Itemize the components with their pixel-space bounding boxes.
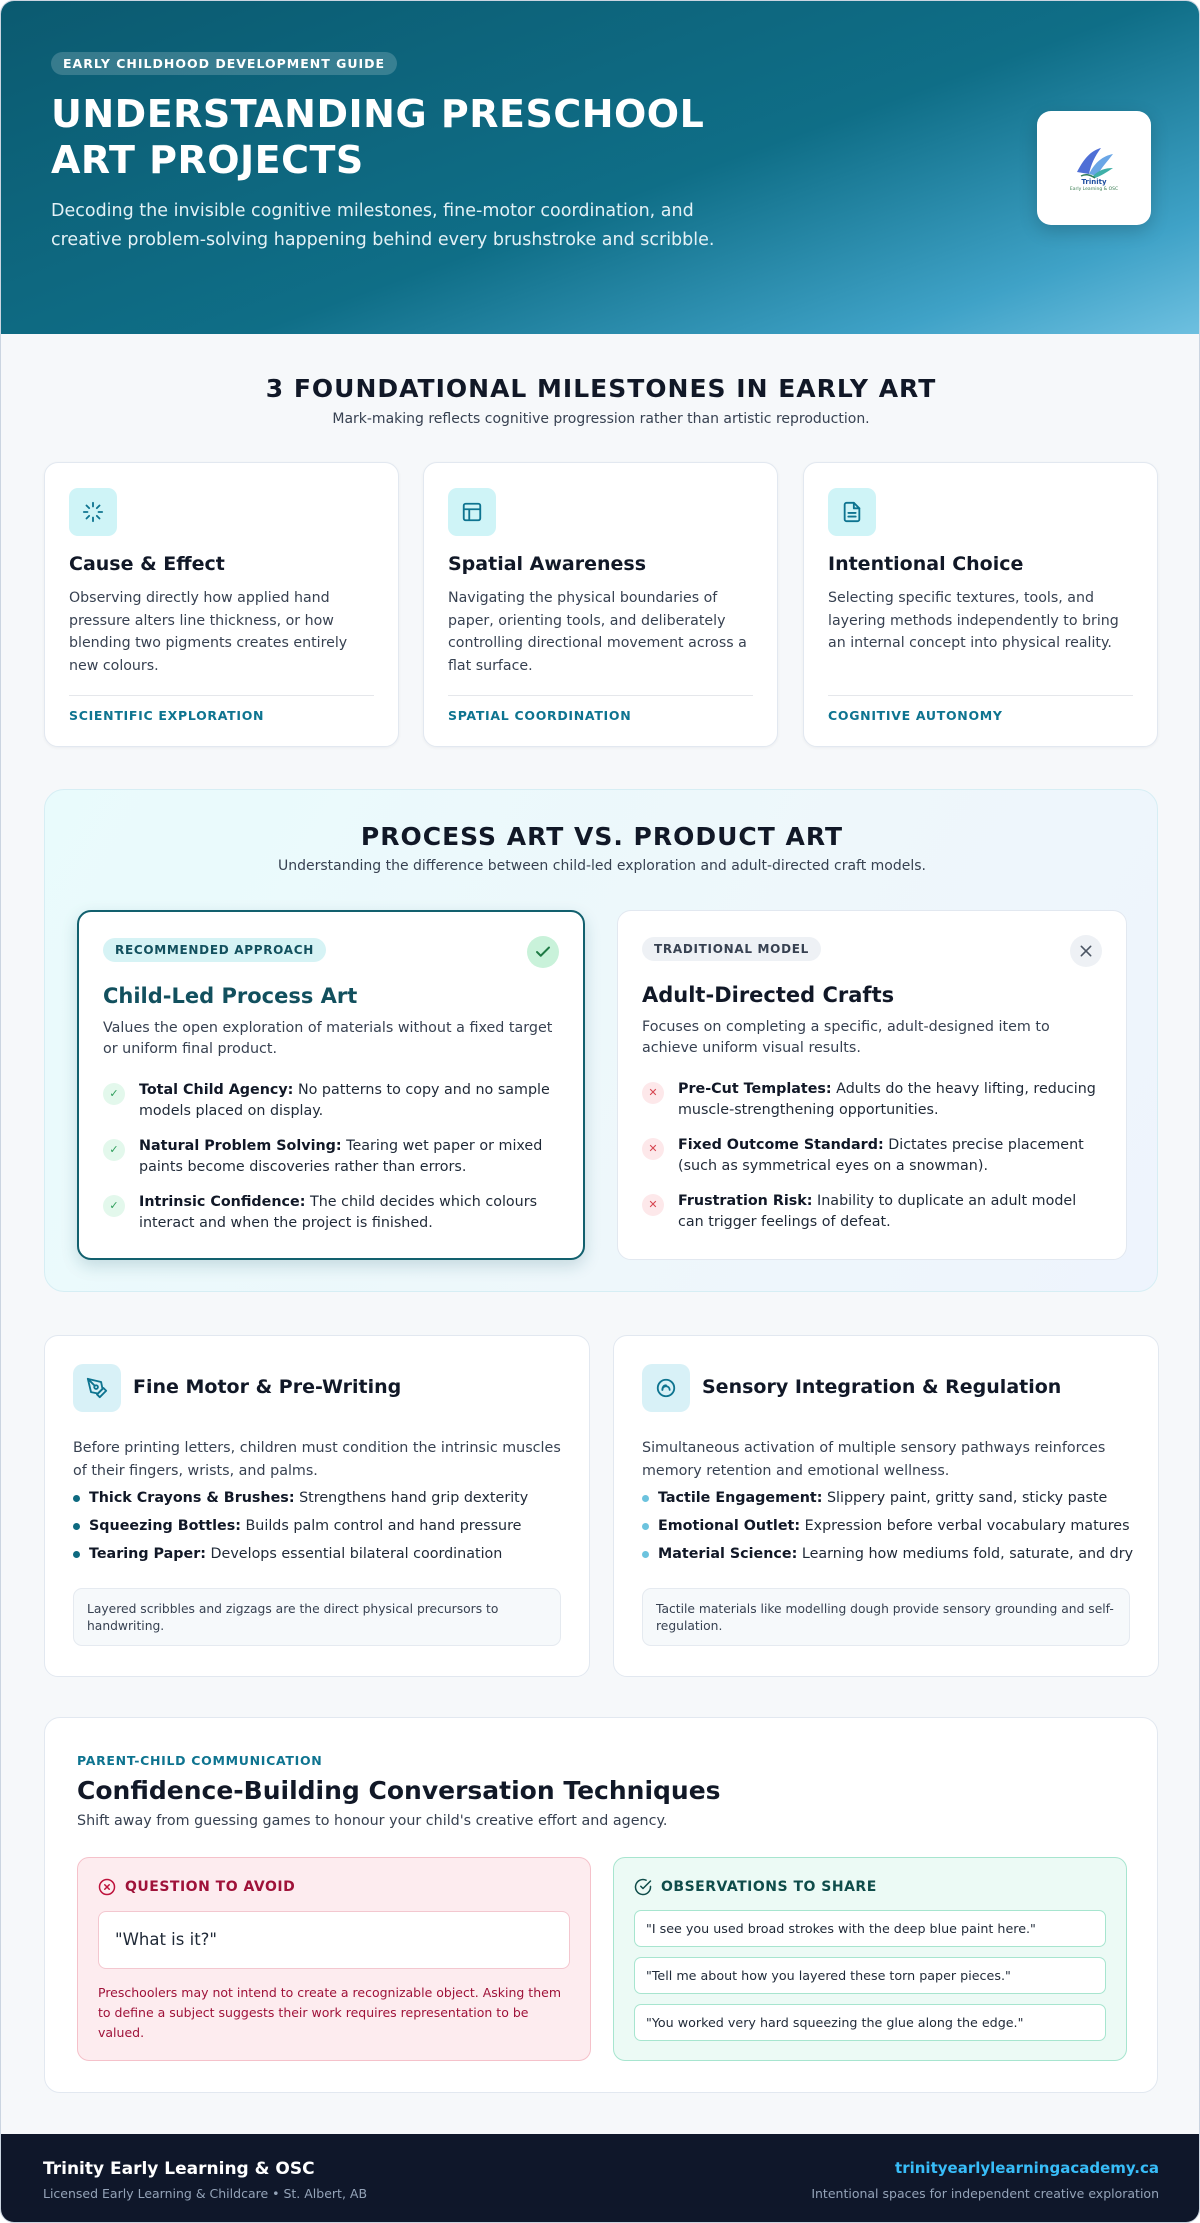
layout-grid-icon	[448, 488, 496, 536]
check-circle-icon	[634, 1878, 652, 1896]
avoid-heading: QUESTION TO AVOID	[98, 1878, 295, 1896]
list-item: ✕ Pre-Cut Templates: Adults do the heavy lifting, reducing muscle-strengthening opportunities.	[642, 1079, 1104, 1120]
process-vs-product-section	[44, 789, 1158, 1292]
list-item: ✓ Total Child Agency: No patterns to copy and no sample models placed on display.	[103, 1080, 565, 1121]
list-item: Tactile Engagement: Slippery paint, gritty sand, sticky paste	[642, 1488, 1142, 1508]
document-icon	[828, 488, 876, 536]
list-item: ✓ Intrinsic Confidence: The child decides which colours interact and when the project is finished.	[103, 1192, 565, 1233]
footer-website-link[interactable]: trinityearlylearningacademy.ca	[895, 2159, 1159, 2177]
product-art-list	[642, 1079, 1104, 1247]
milestone-text: Observing directly how applied hand pressure alters line thickness, or how blending two pigments creates entirely new colours.	[69, 590, 348, 674]
process-vs-product-title: PROCESS ART VS. PRODUCT ART	[360, 822, 844, 851]
page-title	[51, 91, 751, 183]
check-icon: ✓	[103, 1195, 125, 1217]
process-art-title: Child-Led Process Art	[103, 984, 358, 1008]
bird-logo-icon	[1067, 144, 1121, 180]
milestone-text: Selecting specific textures, tools, and layering methods independently to bring an internal concept into physical reality.	[828, 590, 1119, 651]
milestone-tag: COGNITIVE AUTONOMY	[828, 708, 1003, 723]
observation-item: "I see you used broad strokes with the deep blue paint here."	[634, 1910, 1106, 1947]
guide-badge: EARLY CHILDHOOD DEVELOPMENT GUIDE	[51, 52, 397, 75]
hero-header	[1, 1, 1200, 334]
sensory-description: Simultaneous activation of multiple sensory pathways reinforces memory retention and emotional wellness.	[642, 1440, 1106, 1479]
process-art-list	[103, 1080, 565, 1248]
process-art-card	[77, 910, 585, 1260]
milestones-title: 3 FOUNDATIONAL MILESTONES IN EARLY ART	[265, 374, 937, 403]
sensory-list	[642, 1488, 1142, 1572]
conversation-section	[44, 1717, 1158, 2093]
x-circle-icon	[98, 1878, 116, 1896]
conversation-subtitle: Shift away from guessing games to honour your child's creative effort and agency.	[77, 1813, 668, 1829]
milestone-title: Spatial Awareness	[448, 553, 647, 575]
cross-icon: ✕	[642, 1138, 664, 1160]
pen-tool-icon	[73, 1364, 121, 1412]
sensory-circle-icon	[642, 1364, 690, 1412]
sensory-title: Sensory Integration & Regulation	[702, 1376, 1062, 1398]
page-title-line-2: ART PROJECTS	[51, 138, 364, 182]
divider	[69, 695, 374, 696]
page-footer	[1, 2134, 1200, 2223]
recommended-pill: RECOMMENDED APPROACH	[103, 938, 326, 962]
process-vs-product-subtitle: Understanding the difference between child-led exploration and adult-directed craft models.	[278, 858, 926, 874]
cross-icon: ✕	[642, 1194, 664, 1216]
observations-list	[634, 1910, 1106, 2051]
checkmark-icon	[527, 936, 559, 968]
cross-icon: ✕	[642, 1082, 664, 1104]
page-title-line-1: UNDERSTANDING PRESCHOOL	[51, 92, 705, 136]
footer-tagline: Intentional spaces for independent creative exploration	[811, 2186, 1159, 2201]
avoid-explanation: Preschoolers may not intend to create a recognizable object. Asking them to define a subject suggests their work requires representation to be valued.	[98, 1985, 562, 2040]
traditional-pill: TRADITIONAL MODEL	[642, 937, 821, 961]
check-icon: ✓	[103, 1139, 125, 1161]
milestone-card-intentional-choice	[803, 462, 1158, 747]
fine-motor-title: Fine Motor & Pre-Writing	[133, 1376, 402, 1398]
list-item: Material Science: Learning how mediums fold, saturate, and dry	[642, 1544, 1142, 1564]
footer-org-name: Trinity Early Learning & OSC	[43, 2159, 315, 2179]
check-icon: ✓	[103, 1083, 125, 1105]
question-to-avoid-box	[77, 1857, 591, 2061]
milestone-title: Intentional Choice	[828, 553, 1024, 575]
list-item: ✓ Natural Problem Solving: Tearing wet paper or mixed paints become discoveries rather than errors.	[103, 1136, 565, 1177]
milestone-text: Navigating the physical boundaries of paper, orienting tools, and deliberately controlling directional movement across a flat surface.	[448, 590, 747, 674]
avoid-quote: "What is it?"	[98, 1911, 570, 1969]
list-item: Squeezing Bottles: Builds palm control and hand pressure	[73, 1516, 573, 1536]
milestone-title: Cause & Effect	[69, 553, 225, 575]
fine-motor-note: Layered scribbles and zigzags are the direct physical precursors to handwriting.	[73, 1588, 561, 1646]
sensory-note: Tactile materials like modelling dough provide sensory grounding and self-regulation.	[642, 1588, 1130, 1646]
logo-wordmark: Trinity	[1081, 178, 1107, 186]
process-art-description: Values the open exploration of materials without a fixed target or uniform final product.	[103, 1020, 553, 1057]
product-art-title: Adult-Directed Crafts	[642, 983, 895, 1007]
sparkle-burst-icon	[69, 488, 117, 536]
observation-item: "You worked very hard squeezing the glue along the edge."	[634, 2004, 1106, 2041]
close-icon	[1070, 935, 1102, 967]
fine-motor-description: Before printing letters, children must condition the intrinsic muscles of their fingers, wrists, and palms.	[73, 1440, 561, 1479]
milestone-card-spatial-awareness	[423, 462, 778, 747]
conversation-kicker: PARENT-CHILD COMMUNICATION	[77, 1753, 323, 1768]
milestone-tag: SCIENTIFIC EXPLORATION	[69, 708, 265, 723]
page-subtitle: Decoding the invisible cognitive milestones, fine-motor coordination, and creative problem-solving happening behind every brushstroke and scribble.	[51, 201, 715, 250]
logo-tagline: Early Learning & OSC	[1069, 187, 1119, 192]
fine-motor-list	[73, 1488, 573, 1572]
list-item: Tearing Paper: Develops essential bilateral coordination	[73, 1544, 573, 1564]
milestones-subtitle: Mark-making reflects cognitive progression rather than artistic reproduction.	[332, 411, 870, 427]
list-item: Emotional Outlet: Expression before verbal vocabulary matures	[642, 1516, 1142, 1536]
list-item: ✕ Fixed Outcome Standard: Dictates precise placement (such as symmetrical eyes on a snowman).	[642, 1135, 1104, 1176]
observation-item: "Tell me about how you layered these torn paper pieces."	[634, 1957, 1106, 1994]
milestone-card-cause-effect	[44, 462, 399, 747]
sensory-card	[613, 1335, 1159, 1677]
conversation-title: Confidence-Building Conversation Techniques	[77, 1776, 721, 1805]
observations-to-share-box	[613, 1857, 1127, 2061]
fine-motor-card	[44, 1335, 590, 1677]
product-art-description: Focuses on completing a specific, adult-designed item to achieve uniform visual results.	[642, 1019, 1050, 1056]
divider	[448, 695, 753, 696]
divider	[828, 695, 1133, 696]
footer-subline: Licensed Early Learning & Childcare • St. Albert, AB	[43, 2186, 368, 2201]
list-item: Thick Crayons & Brushes: Strengthens hand grip dexterity	[73, 1488, 573, 1508]
academy-logo	[1037, 111, 1151, 225]
list-item: ✕ Frustration Risk: Inability to duplicate an adult model can trigger feelings of defeat.	[642, 1191, 1104, 1232]
product-art-card	[617, 910, 1127, 1260]
share-heading: OBSERVATIONS TO SHARE	[634, 1878, 877, 1896]
milestone-tag: SPATIAL COORDINATION	[448, 708, 632, 723]
